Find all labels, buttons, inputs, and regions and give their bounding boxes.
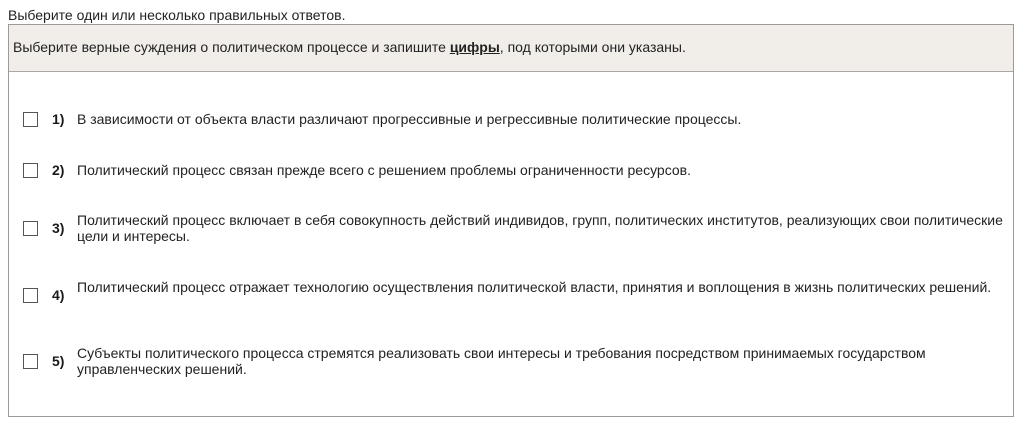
answer-text-1: В зависимости от объекта власти различают прогрессивные и регрессивные политические процессы. bbox=[77, 111, 742, 127]
answer-number-3: 3) bbox=[52, 220, 65, 236]
answer-text-5: Субъекты политического процесса стремятся реализовать свои интересы и требования посредством принимаемых государством управленческих решений. bbox=[77, 345, 926, 377]
answer-checkbox-5[interactable] bbox=[23, 354, 38, 369]
question-text-after: , под которыми они указаны. bbox=[499, 39, 686, 55]
question-prompt bbox=[9, 25, 1013, 72]
answer-number-4: 4) bbox=[52, 287, 65, 303]
answer-text-3: Политический процесс включает в себя совокупность действий индивидов, групп, политических институтов, реализующих свои политические цели и интересы. bbox=[77, 212, 1003, 244]
answer-checkbox-1[interactable] bbox=[23, 112, 38, 127]
question-frame bbox=[8, 24, 1014, 417]
answer-number-5: 5) bbox=[52, 353, 65, 369]
answer-checkbox-2[interactable] bbox=[23, 163, 38, 178]
answer-checkbox-4[interactable] bbox=[23, 288, 38, 303]
question-text-before: Выберите верные суждения о политическом процессе и запишите bbox=[13, 39, 450, 55]
task-instruction: Выберите один или несколько правильных ответов. bbox=[8, 7, 346, 23]
answer-text-2: Политический процесс связан прежде всего с решением проблемы ограниченности ресурсов. bbox=[77, 162, 691, 178]
question-emphasis: цифры bbox=[449, 39, 500, 55]
answer-checkbox-3[interactable] bbox=[23, 221, 38, 236]
answer-number-1: 1) bbox=[52, 111, 65, 127]
answer-number-2: 2) bbox=[52, 162, 65, 178]
answer-text-4: Политический процесс отражает технологию осуществления политической власти, принятия и воплощения в жизнь политических решений. bbox=[77, 279, 992, 295]
